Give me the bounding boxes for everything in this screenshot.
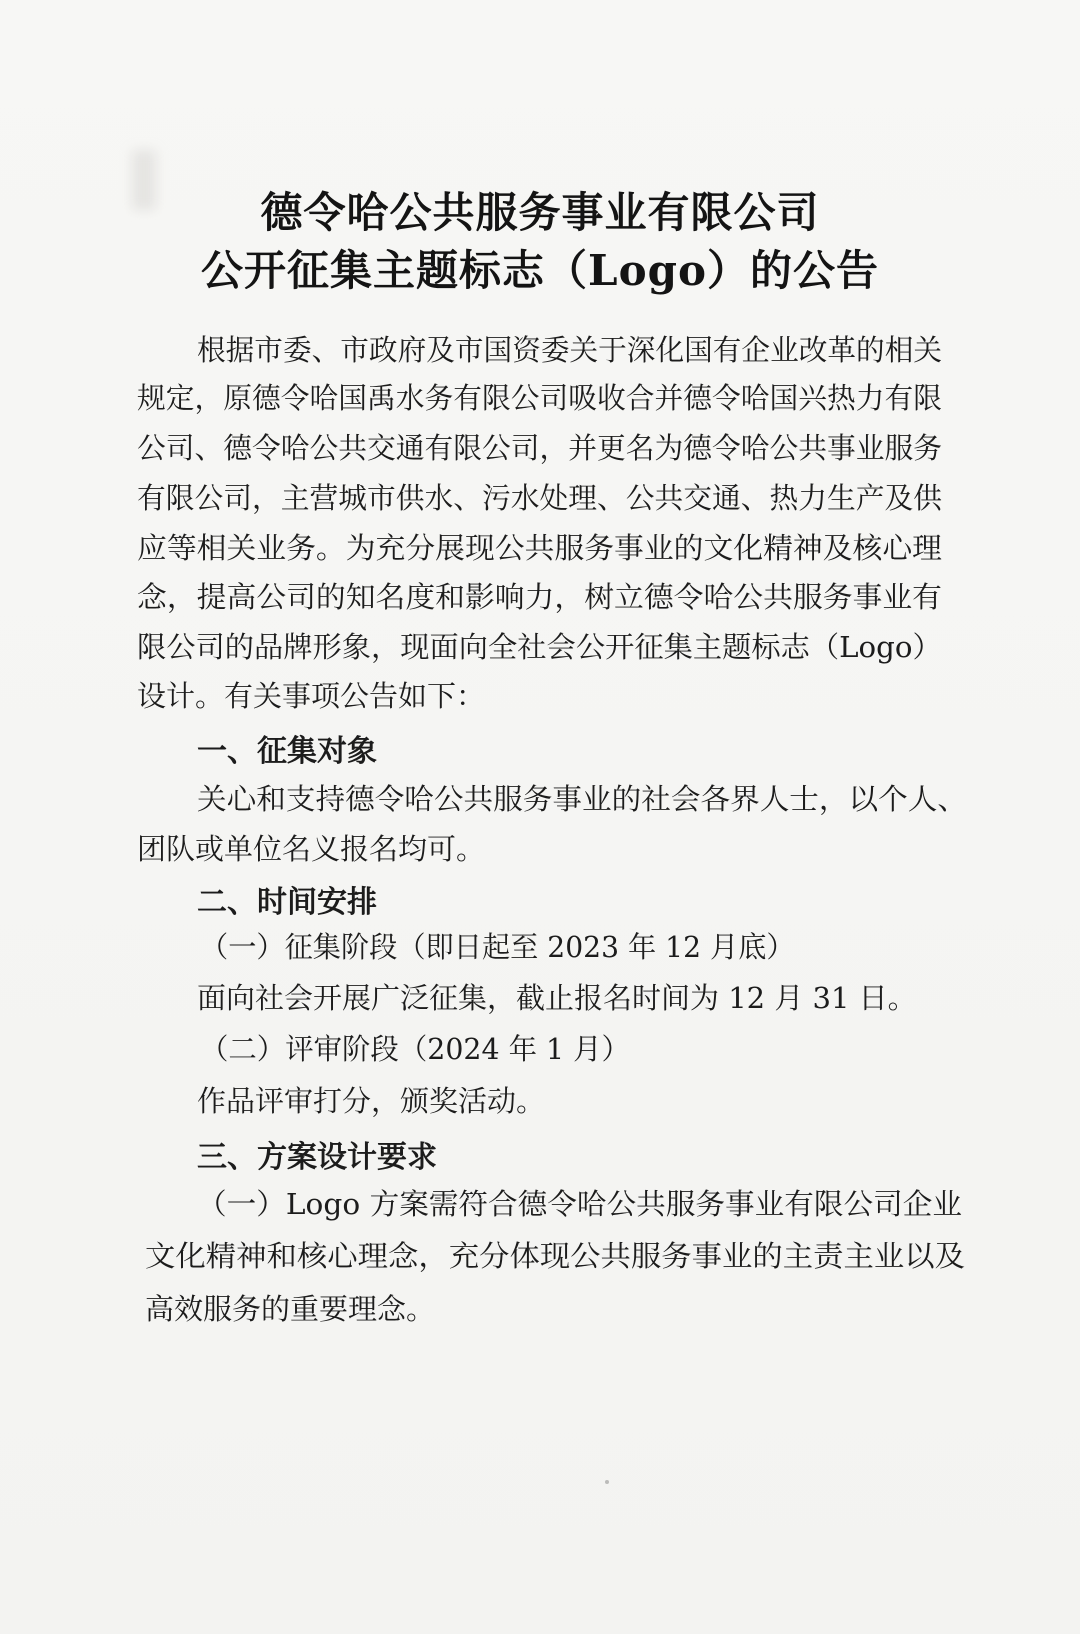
intro-line: 公司、德令哈公共交通有限公司，并更名为德令哈公共事业服务	[137, 431, 943, 465]
intro-line: 应等相关业务。为充分展现公共服务事业的文化精神及核心理	[137, 531, 943, 565]
document-title-line-1: 德令哈公共服务事业有限公司	[260, 188, 820, 237]
section-text: 作品评审打分，颁奖活动。	[197, 1084, 546, 1118]
scan-dot	[605, 1480, 609, 1484]
section-heading: 二、时间安排	[197, 885, 377, 920]
intro-line: 设计。有关事项公告如下：	[137, 679, 486, 713]
section-heading: 三、方案设计要求	[197, 1140, 437, 1175]
subsection-heading: （一）征集阶段（即日起至 2023 年 12 月底）	[200, 930, 795, 964]
section-text: 团队或单位名义报名均可。	[137, 832, 486, 866]
subsection-heading: （二）评审阶段（2024 年 1 月）	[200, 1032, 630, 1066]
intro-line: 念，提高公司的知名度和影响力，树立德令哈公共服务事业有	[137, 580, 943, 614]
intro-line: 规定，原德令哈国禹水务有限公司吸收合并德令哈国兴热力有限	[137, 381, 943, 415]
section-heading: 一、征集对象	[197, 734, 377, 769]
section-text: 文化精神和核心理念，充分体现公共服务事业的主责主业以及	[145, 1239, 966, 1273]
intro-line: 有限公司，主营城市供水、污水处理、公共交通、热力生产及供	[137, 481, 943, 515]
section-text: 高效服务的重要理念。	[145, 1292, 436, 1326]
section-text: 关心和支持德令哈公共服务事业的社会各界人士，以个人、	[197, 782, 968, 816]
document-title-line-2: 公开征集主题标志（Logo）的公告	[201, 246, 879, 295]
intro-line: 根据市委、市政府及市国资委关于深化国有企业改革的相关	[197, 333, 943, 367]
intro-line: 限公司的品牌形象，现面向全社会公开征集主题标志（Logo）	[137, 630, 942, 664]
section-text: （一）Logo 方案需符合德令哈公共服务事业有限公司企业	[197, 1187, 962, 1221]
section-text: 面向社会开展广泛征集，截止报名时间为 12 月 31 日。	[197, 981, 917, 1015]
